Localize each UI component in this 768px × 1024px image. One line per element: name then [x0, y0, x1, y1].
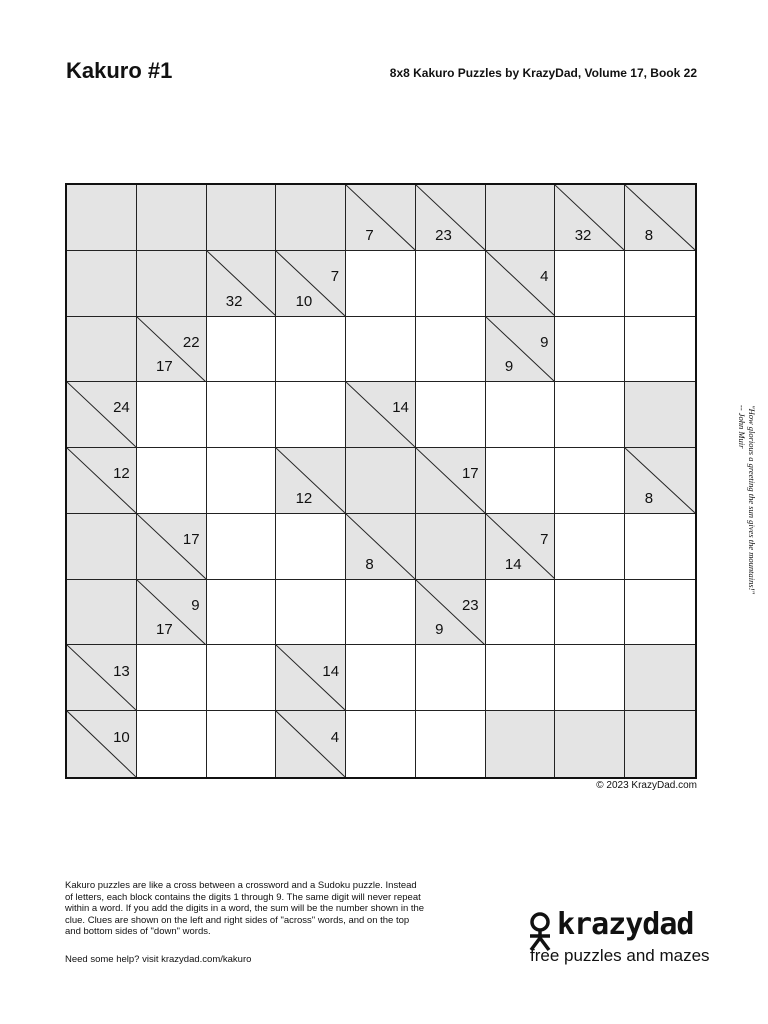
entry-cell[interactable] — [276, 317, 346, 383]
down-clue: 32 — [574, 226, 592, 244]
across-clue: 24 — [113, 399, 130, 417]
down-clue: 10 — [295, 292, 313, 310]
entry-cell[interactable] — [555, 382, 625, 448]
entry-cell[interactable] — [416, 382, 486, 448]
clue-cell — [276, 251, 346, 317]
kakuro-grid — [65, 183, 697, 779]
entry-cell[interactable] — [416, 711, 486, 777]
entry-cell[interactable] — [416, 251, 486, 317]
entry-cell[interactable] — [346, 317, 416, 383]
clue-cell — [486, 317, 556, 383]
across-clue: 22 — [182, 333, 200, 351]
entry-cell[interactable] — [486, 382, 556, 448]
entry-cell[interactable] — [625, 251, 695, 317]
entry-cell[interactable] — [137, 711, 207, 777]
entry-cell[interactable] — [276, 514, 346, 580]
down-clue: 7 — [365, 226, 374, 244]
entry-cell[interactable] — [486, 645, 556, 711]
across-clue: 17 — [461, 465, 479, 483]
across-clue: 7 — [540, 531, 549, 548]
down-clue: 8 — [365, 555, 374, 573]
krazydad-logo[interactable] — [527, 906, 727, 970]
blocked-cell — [486, 711, 556, 777]
entry-cell[interactable] — [416, 645, 486, 711]
clue-diagonal — [625, 185, 695, 250]
down-clue: 23 — [435, 226, 452, 244]
clue-diagonal — [346, 185, 415, 250]
entry-cell[interactable] — [137, 645, 207, 711]
entry-cell[interactable] — [555, 251, 625, 317]
clue-cell — [416, 580, 486, 646]
entry-cell[interactable] — [137, 382, 207, 448]
instructions-text: Kakuro puzzles are like a cross between a crossword and a Sudoku puzzle. Instead of letters, each block contains the digits 1 through 9. The same digit will never repeat within a word. If you add the digits in a word, the sum will be the number shown in the clue. Clues are shown on the left and right sides of "across" words, and on the top and bottom sides of "down" words. — [65, 880, 425, 937]
entry-cell[interactable] — [346, 580, 416, 646]
clue-cell — [137, 580, 207, 646]
clue-cell — [625, 448, 695, 514]
across-clue: 14 — [392, 399, 409, 417]
clue-cell — [67, 645, 137, 711]
help-line — [65, 954, 251, 965]
entry-cell[interactable] — [137, 448, 207, 514]
down-clue: 8 — [644, 489, 654, 507]
entry-cell[interactable] — [555, 317, 625, 383]
clue-cell — [416, 185, 486, 251]
entry-cell[interactable] — [207, 580, 277, 646]
logo-name: krazydad — [557, 907, 694, 942]
clue-cell — [67, 711, 137, 777]
entry-cell[interactable] — [486, 580, 556, 646]
puzzle-title: Kakuro #1 — [66, 58, 173, 83]
clue-cell — [276, 645, 346, 711]
help-link[interactable]: krazydad.com/kakuro — [161, 954, 252, 965]
clue-cell — [346, 185, 416, 251]
blocked-cell — [625, 382, 695, 448]
across-clue: 10 — [113, 728, 130, 746]
entry-cell[interactable] — [486, 448, 556, 514]
entry-cell[interactable] — [207, 317, 277, 383]
entry-cell[interactable] — [625, 514, 695, 580]
across-clue: 14 — [322, 662, 340, 680]
down-clue: 12 — [295, 489, 313, 507]
blocked-cell — [486, 185, 556, 251]
clue-cell — [346, 514, 416, 580]
down-clue: 17 — [156, 621, 173, 639]
quote-author: -- John Muir — [737, 405, 747, 449]
down-clue: 8 — [644, 226, 654, 244]
blocked-cell — [625, 645, 695, 711]
blocked-cell — [416, 514, 486, 580]
quote-text: "How glorious a greeting the sun gives the mountains!" — [747, 405, 757, 595]
entry-cell[interactable] — [555, 580, 625, 646]
entry-cell[interactable] — [625, 580, 695, 646]
entry-cell[interactable] — [276, 580, 346, 646]
entry-cell[interactable] — [207, 448, 277, 514]
blocked-cell — [276, 185, 346, 251]
across-clue: 12 — [113, 465, 130, 483]
blocked-cell — [67, 317, 137, 383]
clue-cell — [416, 448, 486, 514]
down-clue: 17 — [156, 358, 173, 376]
blocked-cell — [555, 711, 625, 777]
clue-cell — [486, 251, 556, 317]
entry-cell[interactable] — [207, 514, 277, 580]
blocked-cell — [67, 251, 137, 317]
clue-diagonal — [346, 514, 415, 579]
blocked-cell — [137, 251, 207, 317]
book-subtitle: 8x8 Kakuro Puzzles by KrazyDad, Volume 17, Book 22 — [389, 66, 697, 80]
clue-cell — [137, 514, 207, 580]
clue-cell — [276, 711, 346, 777]
across-clue: 4 — [330, 728, 340, 746]
side-quote — [737, 405, 757, 594]
entry-cell[interactable] — [207, 382, 277, 448]
down-clue: 9 — [435, 621, 444, 639]
across-clue: 23 — [461, 596, 479, 614]
blocked-cell — [67, 580, 137, 646]
entry-cell[interactable] — [625, 317, 695, 383]
entry-cell[interactable] — [346, 711, 416, 777]
logo-tagline: free puzzles and mazes — [530, 946, 710, 965]
clue-cell — [486, 514, 556, 580]
down-clue: 14 — [504, 555, 522, 573]
entry-cell[interactable] — [555, 645, 625, 711]
blocked-cell — [67, 514, 137, 580]
blocked-cell — [625, 711, 695, 777]
entry-cell[interactable] — [555, 514, 625, 580]
blocked-cell — [346, 448, 416, 514]
across-clue: 9 — [191, 596, 200, 614]
help-text: Need some help? visit — [65, 954, 159, 965]
across-clue: 9 — [540, 333, 549, 351]
across-clue: 13 — [113, 662, 130, 680]
across-clue: 4 — [540, 267, 549, 285]
entry-cell[interactable] — [346, 645, 416, 711]
copyright-notice: © 2023 KrazyDad.com — [596, 780, 697, 791]
clue-diagonal — [625, 448, 695, 513]
entry-cell[interactable] — [276, 382, 346, 448]
blocked-cell — [207, 185, 277, 251]
clue-cell — [67, 448, 137, 514]
clue-cell — [207, 251, 277, 317]
down-clue: 9 — [504, 358, 514, 376]
blocked-cell — [137, 185, 207, 251]
entry-cell[interactable] — [207, 645, 277, 711]
clue-cell — [346, 382, 416, 448]
across-clue: 17 — [182, 531, 200, 548]
entry-cell[interactable] — [346, 251, 416, 317]
clue-cell — [625, 185, 695, 251]
entry-cell[interactable] — [555, 448, 625, 514]
blocked-cell — [67, 185, 137, 251]
across-clue: 7 — [330, 267, 340, 285]
entry-cell[interactable] — [416, 317, 486, 383]
entry-cell[interactable] — [207, 711, 277, 777]
clue-cell — [137, 317, 207, 383]
clue-cell — [555, 185, 625, 251]
down-clue: 32 — [225, 292, 243, 310]
clue-cell — [67, 382, 137, 448]
clue-cell — [276, 448, 346, 514]
